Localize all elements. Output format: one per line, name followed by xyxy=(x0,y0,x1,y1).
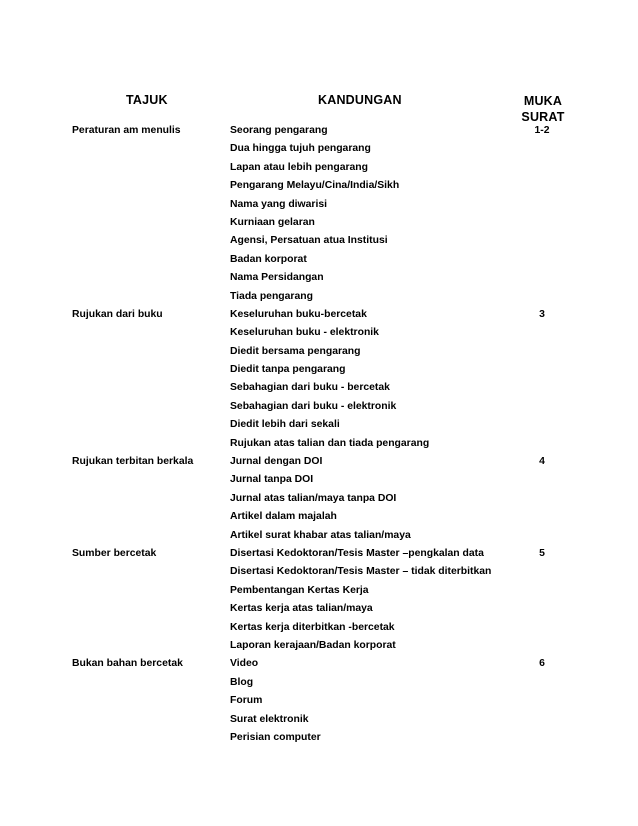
row-kandungan: Forum xyxy=(230,695,263,707)
header-kandungan: KANDUNGAN xyxy=(318,93,402,107)
table-row xyxy=(0,180,638,198)
table-row xyxy=(0,438,638,456)
table-row xyxy=(0,732,638,750)
row-kandungan: Disertasi Kedoktoran/Tesis Master – tidak diterbitkan xyxy=(230,566,492,578)
row-kandungan: Diedit lebih dari sekali xyxy=(230,419,340,431)
table-row xyxy=(0,714,638,732)
table-row xyxy=(0,419,638,437)
row-kandungan: Lapan atau lebih pengarang xyxy=(230,161,368,173)
row-kandungan: Laporan kerajaan/Badan korporat xyxy=(230,639,396,651)
row-kandungan: Pengarang Melayu/Cina/India/Sikh xyxy=(230,180,400,192)
table-row xyxy=(0,364,638,382)
table-row xyxy=(0,456,638,474)
table-row xyxy=(0,695,638,713)
row-kandungan: Agensi, Persatuan atua Institusi xyxy=(230,235,388,247)
table-row xyxy=(0,622,638,640)
row-kandungan: Keseluruhan buku-bercetak xyxy=(230,308,367,320)
row-kandungan: Sebahagian dari buku - elektronik xyxy=(230,400,397,412)
table-row xyxy=(0,143,638,161)
row-kandungan: Artikel surat khabar atas talian/maya xyxy=(230,529,411,541)
row-kandungan: Dua hingga tujuh pengarang xyxy=(230,143,371,155)
row-tajuk: Rujukan dari buku xyxy=(72,308,163,320)
table-row xyxy=(0,677,638,695)
row-kandungan: Artikel dalam majalah xyxy=(230,511,337,523)
row-tajuk: Sumber bercetak xyxy=(72,547,157,559)
header-tajuk: TAJUK xyxy=(126,93,168,107)
table-row xyxy=(0,217,638,235)
row-tajuk: Bukan bahan bercetak xyxy=(72,658,183,670)
table-row xyxy=(0,511,638,529)
row-kandungan: Seorang pengarang xyxy=(230,125,328,136)
row-muka-surat: 4 xyxy=(539,456,545,468)
row-kandungan: Sebahagian dari buku - bercetak xyxy=(230,382,390,394)
table-row xyxy=(0,548,638,566)
table-row xyxy=(0,235,638,253)
table-row xyxy=(0,309,638,327)
row-kandungan: Blog xyxy=(230,676,254,688)
table-row xyxy=(0,199,638,217)
row-muka-surat: 6 xyxy=(539,658,545,670)
table-row xyxy=(0,346,638,364)
row-kandungan: Tiada pengarang xyxy=(230,290,313,302)
row-kandungan: Kurniaan gelaran xyxy=(230,216,315,228)
table-row xyxy=(0,474,638,492)
row-kandungan: Nama Persidangan xyxy=(230,272,324,284)
row-kandungan: Pembentangan Kertas Kerja xyxy=(230,584,369,596)
table-row xyxy=(0,327,638,345)
table-row xyxy=(0,291,638,309)
table-row xyxy=(0,530,638,548)
header-muka-surat xyxy=(510,93,576,125)
table-row xyxy=(0,254,638,272)
row-kandungan: Kertas kerja diterbitkan -bercetak xyxy=(230,621,395,633)
row-muka-surat: 5 xyxy=(539,547,545,559)
row-kandungan: Badan korporat xyxy=(230,253,307,265)
row-kandungan: Surat elektronik xyxy=(230,713,309,725)
header-muka-line2: SURAT xyxy=(521,110,565,124)
table-row xyxy=(0,603,638,621)
table-row xyxy=(0,640,638,658)
table-row xyxy=(0,658,638,676)
row-kandungan: Disertasi Kedoktoran/Tesis Master –pengkalan data xyxy=(230,547,484,559)
row-tajuk: Rujukan terbitan berkala xyxy=(72,456,194,468)
table-row xyxy=(0,382,638,400)
row-kandungan: Diedit tanpa pengarang xyxy=(230,364,346,376)
contents-table xyxy=(0,125,638,750)
row-muka-surat: 1-2 xyxy=(534,125,550,136)
table-row xyxy=(0,162,638,180)
row-kandungan: Jurnal dengan DOI xyxy=(230,456,323,468)
row-kandungan: Kertas kerja atas talian/maya xyxy=(230,603,373,615)
row-kandungan: Jurnal tanpa DOI xyxy=(230,474,314,486)
table-row xyxy=(0,493,638,511)
row-kandungan: Jurnal atas talian/maya tanpa DOI xyxy=(230,492,397,504)
row-muka-surat: 3 xyxy=(539,308,545,320)
row-kandungan: Perisian computer xyxy=(230,731,321,743)
row-kandungan: Keseluruhan buku - elektronik xyxy=(230,327,379,339)
table-row xyxy=(0,272,638,290)
row-kandungan: Nama yang diwarisi xyxy=(230,198,328,210)
row-kandungan: Diedit bersama pengarang xyxy=(230,345,361,357)
table-row xyxy=(0,125,638,143)
table-row xyxy=(0,401,638,419)
row-kandungan: Video xyxy=(230,658,259,670)
table-row xyxy=(0,585,638,603)
header-muka-line1: MUKA xyxy=(523,94,563,108)
table-row xyxy=(0,566,638,584)
row-tajuk: Peraturan am menulis xyxy=(72,125,181,136)
row-kandungan: Rujukan atas talian dan tiada pengarang xyxy=(230,437,430,449)
